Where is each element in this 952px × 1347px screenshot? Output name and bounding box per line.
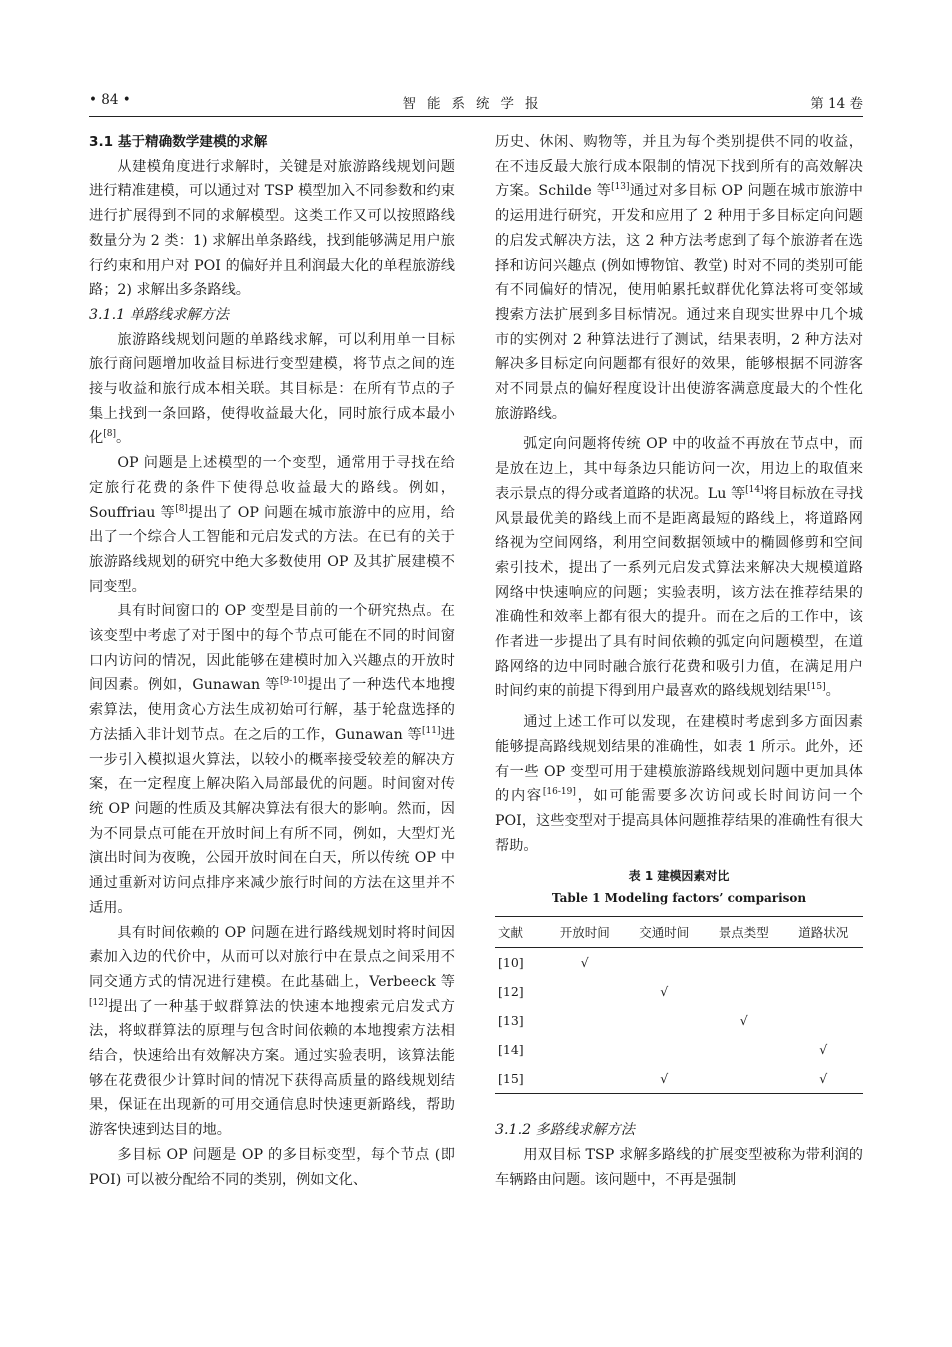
- right-column: [495, 130, 863, 1193]
- paragraph-time-window: 具有时间窗口的 OP 变型是目前的一个研究热点。在该变型中考虑了对于图中的每个节点可能在不同的时间窗口内访问的情况，因此能够在建模时加入兴趣点的开放时间因素。例如，Gunawan 等[9-10]提出了一种迭代本地搜索算法，使用贪心方法生成初始可行解，基于轮盘选择的方法插入非计划节点。在之后的工作，Gunawan 等[11]进一步引入模拟退火算法，以较小的概率接受较差的解决方案，在一定程度上解决陷入局部最优的问题。时间窗对传统 OP 问题的性质及其解决算法有很大的影响。然而，因为不同景点可能在开放时间上有所不同，例如，大型灯光演出时间为夜晚，公园开放时间在白天，所以传统 OP 中通过重新对访问点排序来减少旅行时间的方法在这里并不适用。: [89, 603, 455, 916]
- table-cell: [784, 1006, 864, 1035]
- table-cell: [625, 1035, 705, 1064]
- table-cell: [10]: [498, 955, 524, 971]
- table-cell: [704, 1035, 784, 1064]
- paragraph-time-dependent: 具有时间依赖的 OP 问题在进行路线规划时将时间因素加入边的代价中，从而可以对旅行中在景点之间采用不同交通方式的情况进行建模。在此基础上，Verbeeck 等[12]提出了一种基于蚁群算法的快速本地搜索元启发式方法，将蚁群算法的原理与包含时间依赖的本地搜索方法相结合，快速给出有效解决方案。通过实验表明，该算法能够在花费很少计算时间的情况下获得高质量的路线规划结果，保证在出现新的可用交通信息时快速更新路线，帮助游客快速到达目的地。: [89, 924, 455, 1139]
- table-cell: √: [819, 1071, 828, 1087]
- table-cell: √: [580, 955, 589, 971]
- table-row: [495, 1035, 863, 1064]
- paragraph-op: OP 问题是上述模型的一个变型，通常用于寻找在给定旅行花费的条件下使得总收益最大的路线。例如，Souffriau 等[8]提出了 OP 问题在城市旅游中的应用，给出了一个综合人工智能和元启发式的方法。在已有的关于旅游路线规划的研究中绝大多数使用 OP 及其扩展建模不同变型。: [89, 455, 455, 595]
- table-row: [495, 948, 863, 978]
- table-header-row: [495, 917, 863, 948]
- table-cell: [784, 948, 864, 978]
- citation[interactable]: [13]: [611, 182, 630, 193]
- paragraph-single-route: 旅游路线规划问题的单路线求解，可以利用单一目标旅行商问题增加收益目标进行变型建模，将节点之间的连接与收益和旅行成本相关联。其目标是：在所有节点的子集上找到一条回路，使得收益最大化，同时旅行成本最小化[8]。: [89, 331, 455, 447]
- table-cell: [545, 977, 625, 1006]
- table-cell: [704, 1064, 784, 1094]
- table-row: [495, 1064, 863, 1094]
- paragraph-summary: 通过上述工作可以发现，在建模时考虑到多方面因素能够提高路线规划结果的准确性，如表 1 所示。此外，还有一些 OP 变型可用于建模旅游路线规划问题中更加具体的内容[16-19]，如可能需要多次访问或长时间访问一个 POI，这些变型对于提高具体问题推荐结果的准确性有很大帮助。: [495, 714, 863, 854]
- table-cell: [625, 1006, 705, 1035]
- table-header-cell: 开放时间: [559, 925, 610, 941]
- paragraph-multi-route: 用双目标 TSP 求解多路线的扩展变型被称为带利润的车辆路由问题。该问题中，不再是强制: [495, 1147, 863, 1188]
- running-header: [89, 90, 863, 117]
- table-cell: √: [660, 984, 669, 1000]
- section-3-1-1-title: 3.1.1 单路线求解方法: [89, 306, 229, 323]
- table-caption-cn: 表 1 建模因素对比: [628, 869, 730, 884]
- table-caption-en: Table 1 Modeling factors’ comparison: [551, 891, 807, 906]
- citation[interactable]: [15]: [807, 682, 826, 693]
- table-cell: [14]: [498, 1042, 524, 1058]
- section-3-1-2-title: 3.1.2 多路线求解方法: [495, 1122, 635, 1139]
- table-cell: [545, 1035, 625, 1064]
- citation[interactable]: [12]: [89, 997, 108, 1008]
- left-column: [89, 130, 455, 1192]
- table-cell: [545, 1064, 625, 1094]
- citation[interactable]: [8]: [175, 503, 188, 514]
- citation[interactable]: [9-10]: [280, 676, 308, 687]
- table-cell: √: [739, 1013, 748, 1029]
- table-cell: [704, 948, 784, 978]
- table-header-cell: 交通时间: [639, 925, 690, 941]
- page-number: • 84 •: [89, 92, 131, 108]
- modeling-factors-table: [495, 916, 863, 1094]
- table-row: [495, 977, 863, 1006]
- table-cell: [704, 977, 784, 1006]
- citation[interactable]: [16-19]: [542, 787, 576, 798]
- table-cell: [625, 948, 705, 978]
- table-cell: [784, 977, 864, 1006]
- table-header-cell: 道路状况: [798, 925, 849, 941]
- section-3-1-title: 3.1 基于精确数学建模的求解: [89, 134, 268, 150]
- citation[interactable]: [11]: [422, 725, 441, 736]
- table-cell: √: [819, 1042, 828, 1058]
- citation[interactable]: [14]: [745, 484, 764, 495]
- table-header-cell: 文献: [498, 925, 524, 941]
- volume-label: 第 14 卷: [810, 96, 863, 112]
- paragraph-multi-objective: 多目标 OP 问题是 OP 的多目标变型，每个节点 (即 POI) 可以被分配给不同的类别，例如文化、: [89, 1146, 455, 1188]
- paragraph-arc-orienteering: 弧定向问题将传统 OP 中的收益不再放在节点中，而是放在边上，其中每条边只能访问一次，用边上的取值来表示景点的得分或者道路的状况。Lu 等[14]将目标放在寻找风景最优美的路线上而不是距离最短的路线上，将道路网络视为空间网络，利用空间数据领域中的椭圆修剪和空间索引技术，提出了一系列元启发式算法来解决大规模道路网络中快速响应的问题；实验表明，该方法在推荐结果的准确性和效率上都有很大的提升。而在之后的工作中，该作者进一步提出了具有时间依赖的弧定向问题模型，在道路网络的边中同时融合旅行花费和吸引力值，在满足用户时间约束的前提下得到用户最喜欢的路线规划结果[15]。: [495, 436, 863, 700]
- paragraph-intro: 从建模角度进行求解时，关键是对旅游路线规划问题进行精准建模，可以通过对 TSP 模型加入不同参数和约束进行扩展得到不同的求解模型。这类工作又可以按照路线数量分为 2 类：1) 求解出单条路线，找到能够满足用户旅行约束和用户对 POI 的偏好并且利润最大化的单程旅游线路；2) 求解出多条路线。: [89, 158, 455, 299]
- table-cell: [13]: [498, 1013, 524, 1029]
- table-row: [495, 1006, 863, 1035]
- paragraph-multi-objective-cont: 历史、休闲、购物等，并且为每个类别提供不同的收益，在不违反最大旅行成本限制的情况下找到所有的高效解决方案。Schilde 等[13]通过对多目标 OP 问题在城市旅游中的运用进行研究，开发和应用了 2 种用于多目标定向问题的启发式解决方法，这 2 种方法考虑到了每个旅游者在选择和访问兴趣点 (例如博物馆、教堂) 时对不同的类别可能有不同偏好的情况，使用帕累托蚁群优化算法将可变邻域搜索方法扩展到多目标情况。通过来自现实世界中几个城市的实例对 2 种算法进行了测试，结果表明，2 种方法对解决多目标定向问题都有很好的效果，能够根据不同游客对不同景点的偏好程度设计出使游客满意度最大的个性化旅游路线。: [495, 134, 863, 422]
- citation[interactable]: [8]: [103, 429, 116, 440]
- table-cell: [12]: [498, 984, 524, 1000]
- table-cell: [15]: [498, 1071, 524, 1087]
- journal-name: 智能系统学报: [402, 96, 550, 112]
- table-cell: [545, 1006, 625, 1035]
- table-header-cell: 景点类型: [718, 925, 769, 941]
- table-cell: √: [660, 1071, 669, 1087]
